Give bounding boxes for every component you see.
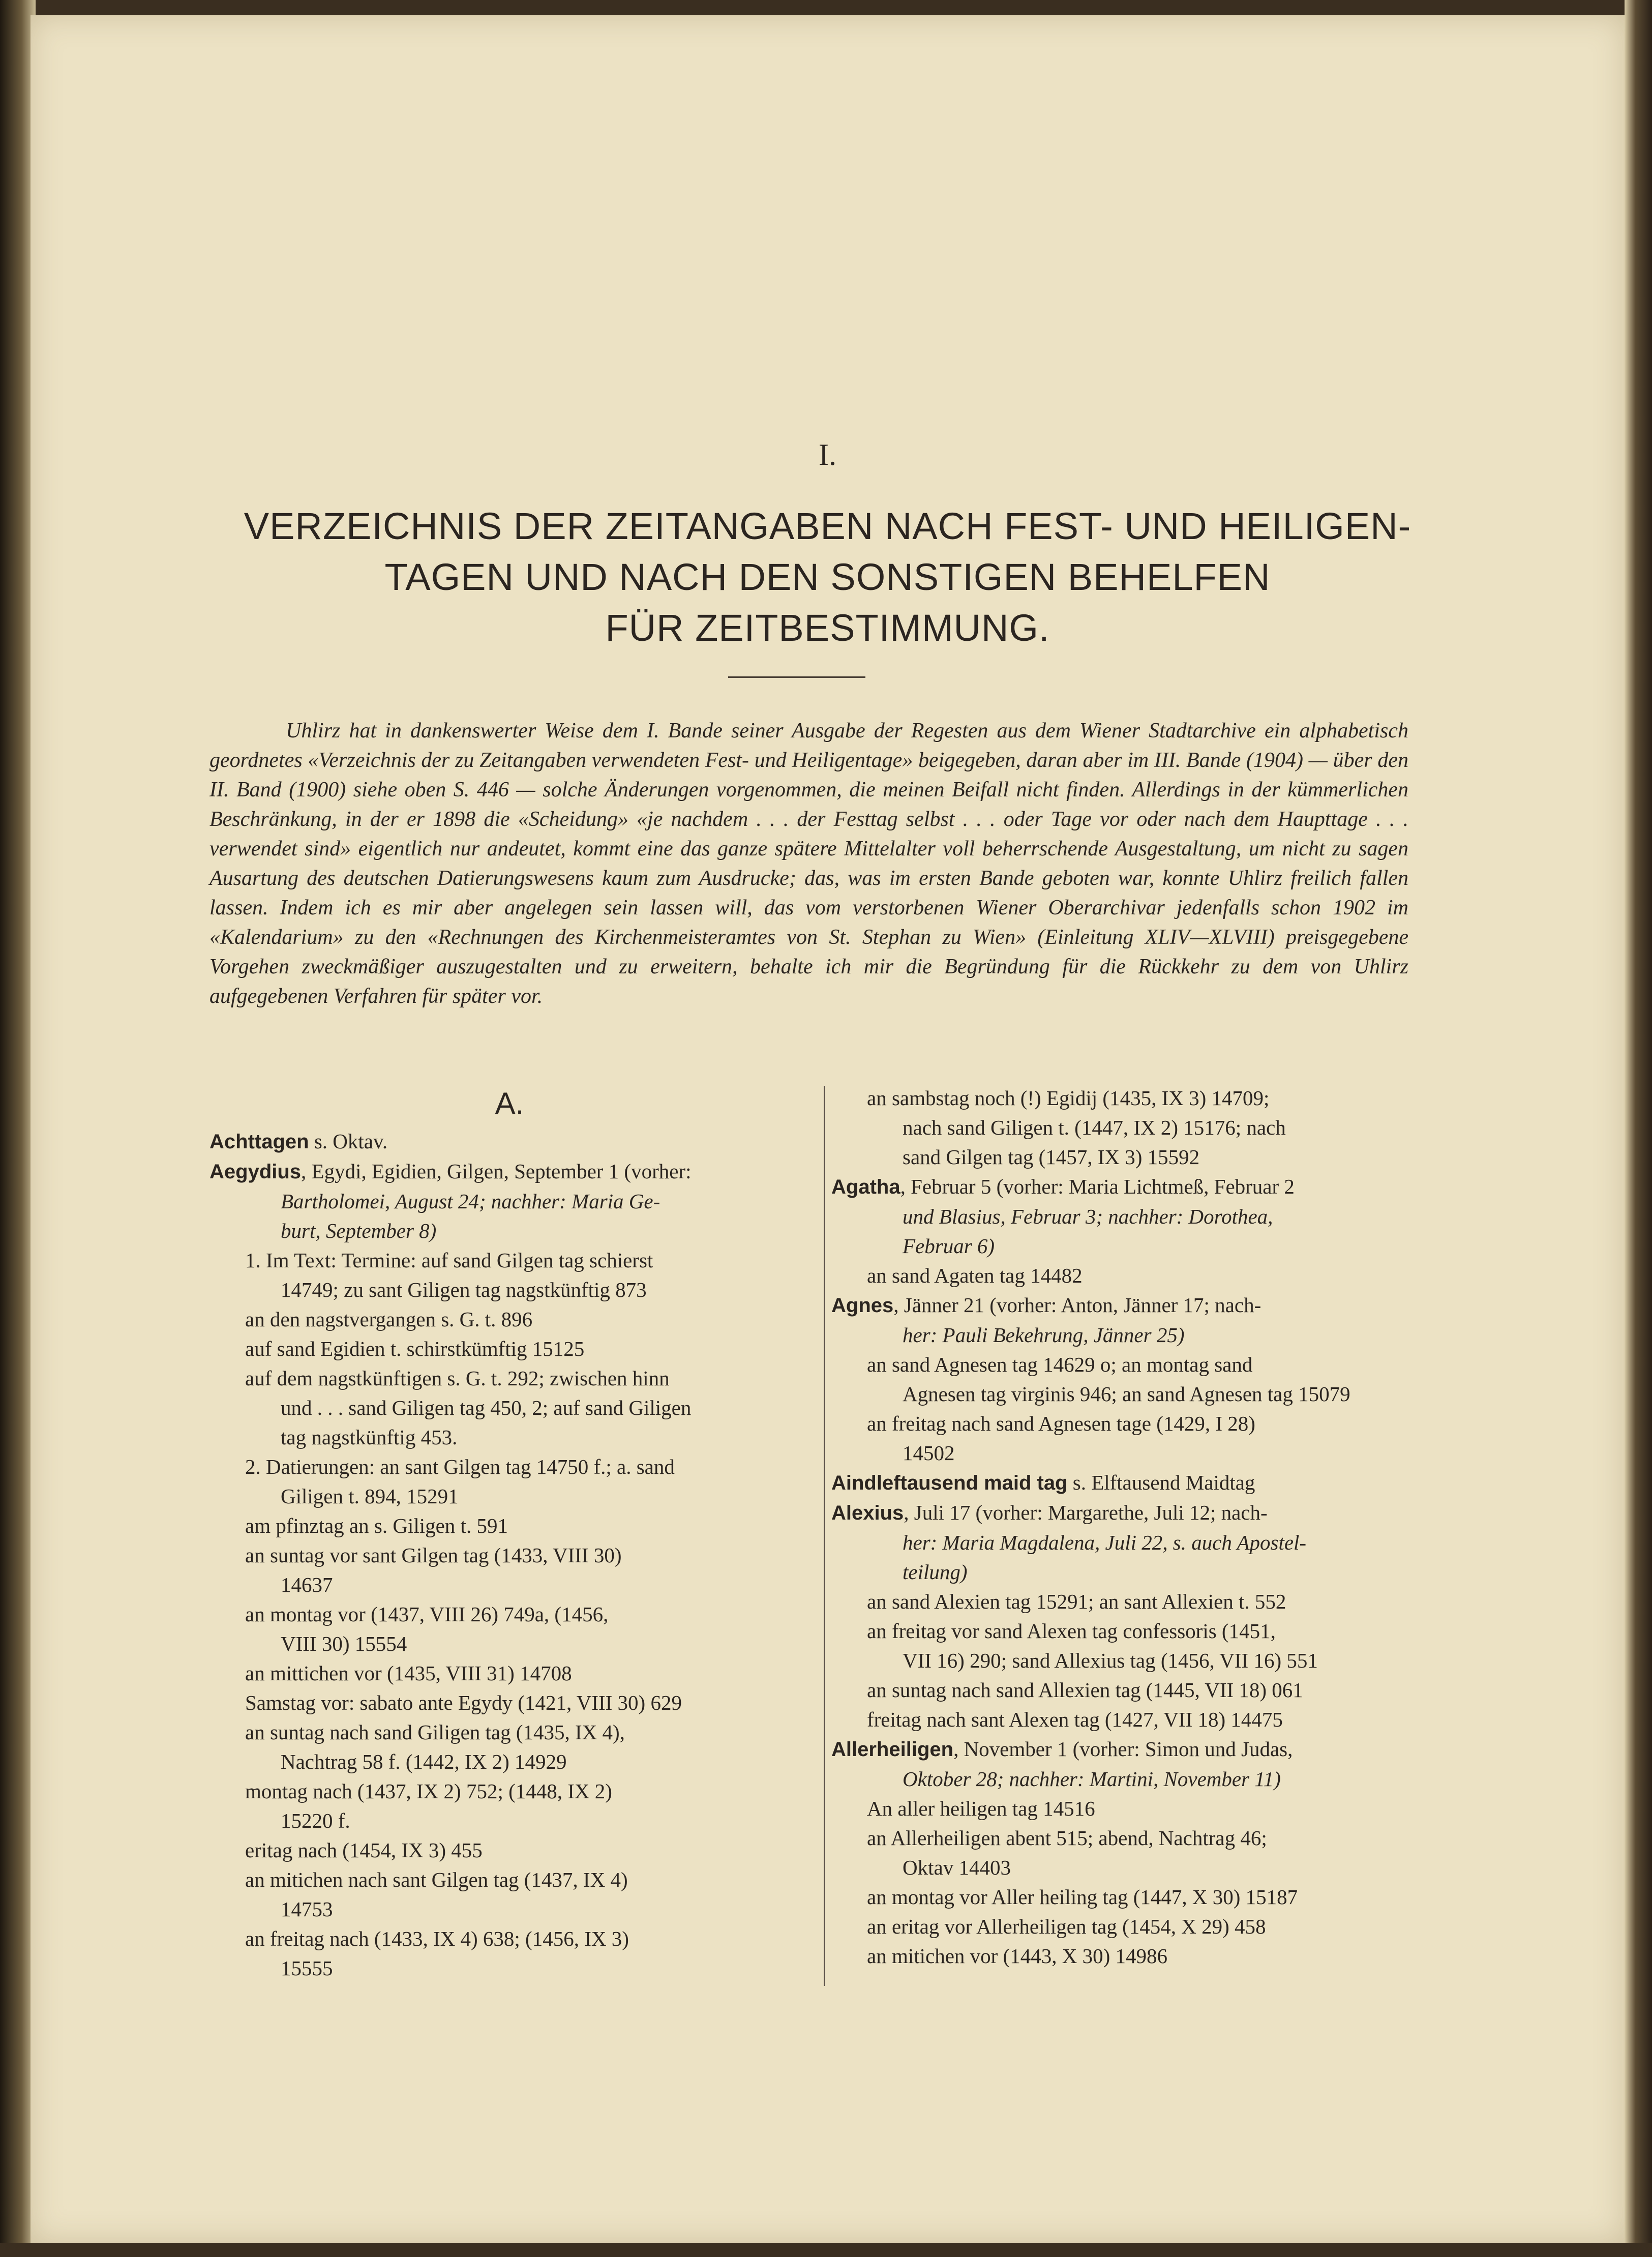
headword: Allerheiligen	[831, 1738, 954, 1761]
index-entry-line: Agnesen tag virginis 946; an sand Agnesen tag 15079	[903, 1382, 1350, 1406]
index-entry-line: an sand Agaten tag 14482	[867, 1264, 1083, 1287]
index-entry-line: auf sand Egidien t. schirstkümftig 15125	[245, 1337, 585, 1360]
book-page	[31, 15, 1625, 2243]
headword: Alexius	[831, 1502, 904, 1524]
index-entry-line: burt, September 8)	[281, 1219, 437, 1242]
chapter-numeral: I.	[819, 438, 836, 471]
index-entry-line: 14749; zu sant Giligen tag nagstkünftig 873	[281, 1278, 647, 1301]
left-entries	[209, 1126, 809, 1983]
index-entry-line: tag nagstkünftig 453.	[281, 1426, 458, 1449]
headword-detail: , Februar 5 (vorher: Maria Lichtmeß, Februar 2	[900, 1175, 1295, 1198]
index-headword-line	[831, 1734, 1411, 1764]
intro-paragraph: Uhlirz hat in dankenswerter Weise dem I. Bande seiner Ausgabe der Regesten aus dem Wiener Stadtarchive ein alphabetisch geordnetes «Verzeichnis der zu Zeitangaben verwendeten Fest- und Heiligentage» beigegeben, daran aber im III. Bande (1904) — über den II. Band (1900) siehe oben S. 446 — solche Änderungen vorgenommen, die meinen Beifall nicht finden. Allerdings in der kümmerlichen Beschränkung, in der er 1898 die «Scheidung» «je nachdem . . . der Festtag selbst . . . oder Tage vor oder nach dem Haupttage . . . verwendet sind» eigentlich nur andeutet, kommt eine das ganze spätere Mittelalter voll beherrschende Ausgestaltung, um nicht zu sagen Ausartung des deutschen Datierungswesens kaum zum Ausdrucke; das, was im ersten Bande geboten war, konnte Uhlirz freilich fallen lassen. Indem ich es mir aber angelegen sein lassen will, das vom verstorbenen Wiener Oberarchivar jedenfalls schon 1902 im «Kalendarium» zu den «Rechnungen des Kirchenmeisteramtes von St. Stephan zu Wien» (Einleitung XLIV—XLVIII) preisgegebene Vorgehen zweckmäßiger auszugestalten und zu erweitern, behalte ich mir die Begründung für die Rückkehr zu dem von Uhlirz aufgegebenen Verfahren für später vor.	[209, 719, 1408, 1008]
index-entry-line: Februar 6)	[903, 1234, 995, 1258]
index-entry-line: freitag nach sant Alexen tag (1427, VII 18) 14475	[867, 1708, 1283, 1731]
index-entry-line: an montag vor (1437, VIII 26) 749a, (1456,	[245, 1602, 609, 1626]
chapter-title-line: TAGEN UND NACH DEN SONSTIGEN BEHELFEN	[384, 556, 1271, 598]
index-entry-line: an sambstag noch (!) Egidij (1435, IX 3) 14709;	[867, 1086, 1270, 1110]
index-entry-line: und . . . sand Giligen tag 450, 2; auf sand Giligen	[281, 1396, 692, 1419]
scan-right-edge	[1625, 0, 1652, 2257]
index-headword-line	[209, 1126, 809, 1156]
index-entry-line: 15220 f.	[281, 1809, 350, 1832]
index-entry-line: 14502	[903, 1441, 955, 1465]
index-entry-line: teilung)	[903, 1560, 968, 1584]
index-entry-line: 15555	[281, 1956, 333, 1980]
headword: Agatha	[831, 1176, 900, 1198]
index-entry-line: 14637	[281, 1573, 333, 1596]
index-entry-line: Oktober 28; nachher: Martini, November 11)	[903, 1767, 1281, 1791]
index-headword-line	[831, 1468, 1411, 1498]
scan-bottom-edge	[0, 2243, 1652, 2257]
index-entry-line: an suntag nach sand Giligen tag (1435, IX 4),	[245, 1720, 625, 1744]
headword: Aindleftausend maid tag	[831, 1472, 1068, 1494]
section-letter: A.	[495, 1086, 524, 1120]
index-column-right	[831, 1083, 1411, 1971]
index-entry-line: an suntag nach sand Allexien tag (1445, VII 18) 061	[867, 1678, 1303, 1702]
index-entry-line: an Allerheiligen abent 515; abend, Nachtrag 46;	[867, 1826, 1267, 1850]
index-entry-line: montag nach (1437, IX 2) 752; (1448, IX 2)	[245, 1779, 612, 1803]
index-entry-line: Samstag vor: sabato ante Egydy (1421, VIII 30) 629	[245, 1691, 682, 1714]
headword-detail: , Egydi, Egidien, Gilgen, September 1 (vorher:	[301, 1160, 692, 1183]
title-rule	[728, 676, 865, 678]
index-entry-line: her: Pauli Bekehrung, Jänner 25)	[903, 1323, 1185, 1347]
index-entry-line: an freitag nach sand Agnesen tage (1429, I 28)	[867, 1412, 1255, 1435]
headword-detail: , Jänner 21 (vorher: Anton, Jänner 17; nach-	[893, 1293, 1261, 1317]
index-entry-line: 1. Im Text: Termine: auf sand Gilgen tag schierst	[245, 1249, 653, 1272]
index-entry-line: Bartholomei, August 24; nachher: Maria Ge-	[281, 1190, 660, 1213]
index-entry-line: an sand Alexien tag 15291; an sant Allexien t. 552	[867, 1590, 1286, 1613]
headword: Agnes	[831, 1294, 894, 1317]
index-entry-line: am pfinztag an s. Giligen t. 591	[245, 1514, 508, 1537]
chapter-title-line: VERZEICHNIS DER ZEITANGABEN NACH FEST- UND HEILIGEN-	[244, 505, 1411, 547]
index-entry-line: an mitichen vor (1443, X 30) 14986	[867, 1944, 1167, 1968]
index-entry-line: 14753	[281, 1897, 333, 1921]
index-entry-line: 2. Datierungen: an sant Gilgen tag 14750 f.; a. sand	[245, 1455, 675, 1478]
index-column-left	[209, 1081, 809, 1983]
headword-detail: s. Oktav.	[309, 1130, 388, 1153]
chapter-title-line: FÜR ZEITBESTIMMUNG.	[605, 607, 1050, 649]
right-entries	[831, 1083, 1411, 1971]
chapter-title	[31, 501, 1625, 654]
headword-detail: s. Elftausend Maidtag	[1067, 1471, 1255, 1494]
index-entry-line: eritag nach (1454, IX 3) 455	[245, 1838, 483, 1862]
index-entry-line: An aller heiligen tag 14516	[867, 1797, 1095, 1820]
headword: Aegydius	[209, 1161, 302, 1183]
headword: Achttagen	[209, 1131, 309, 1153]
index-entry-line: an montag vor Aller heiling tag (1447, X 30) 15187	[867, 1885, 1298, 1909]
index-entry-line: an eritag vor Allerheiligen tag (1454, X 29) 458	[867, 1915, 1266, 1938]
index-entry-line: an suntag vor sant Gilgen tag (1433, VIII 30)	[245, 1543, 622, 1567]
index-entry-line: und Blasius, Februar 3; nachher: Dorothea,	[903, 1205, 1273, 1228]
index-entry-line: auf dem nagstkünftigen s. G. t. 292; zwischen hinn	[245, 1367, 670, 1390]
scan-top-edge	[0, 0, 1652, 15]
index-headword-line	[831, 1172, 1411, 1202]
index-entry-line: an den nagstvergangen s. G. t. 896	[245, 1308, 533, 1331]
index-entry-line: Oktav 14403	[903, 1856, 1011, 1879]
index-entry-line: an freitag nach (1433, IX 4) 638; (1456, IX 3)	[245, 1927, 629, 1950]
index-entry-line: sand Gilgen tag (1457, IX 3) 15592	[903, 1145, 1200, 1169]
column-divider	[824, 1086, 825, 1986]
index-entry-line: VIII 30) 15554	[281, 1632, 407, 1655]
index-entry-line: an mitichen nach sant Gilgen tag (1437, IX 4)	[245, 1868, 628, 1891]
index-entry-line: an mittichen vor (1435, VIII 31) 14708	[245, 1661, 572, 1685]
index-entry-line: an freitag vor sand Alexen tag confessoris (1451,	[867, 1619, 1276, 1643]
headword-detail: , November 1 (vorher: Simon und Judas,	[953, 1737, 1293, 1761]
index-entry-line: VII 16) 290; sand Allexius tag (1456, VII 16) 551	[903, 1649, 1318, 1672]
index-entry-line: an sand Agnesen tag 14629 o; an montag sand	[867, 1353, 1253, 1376]
headword-detail: , Juli 17 (vorher: Margarethe, Juli 12; nach-	[904, 1501, 1268, 1524]
index-entry-line: her: Maria Magdalena, Juli 22, s. auch Apostel-	[903, 1531, 1307, 1554]
index-headword-line	[209, 1156, 809, 1186]
index-entry-line: Giligen t. 894, 15291	[281, 1484, 459, 1508]
index-entry-line: nach sand Giligen t. (1447, IX 2) 15176; nach	[903, 1116, 1286, 1139]
index-entry-line: Nachtrag 58 f. (1442, IX 2) 14929	[281, 1750, 567, 1773]
index-headword-line	[831, 1498, 1411, 1528]
index-headword-line	[831, 1290, 1411, 1320]
